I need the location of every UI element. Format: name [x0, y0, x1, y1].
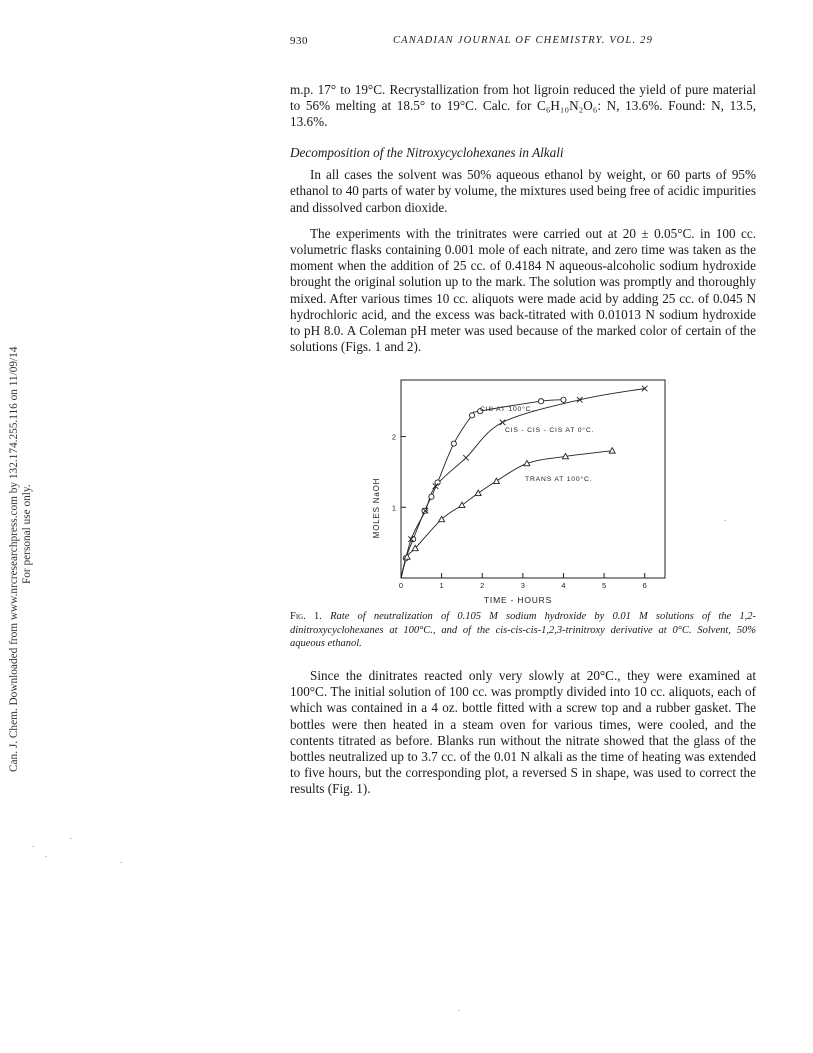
data-point-cis: [539, 399, 544, 404]
scan-speck: [458, 1010, 460, 1011]
data-point-cis: [451, 441, 456, 446]
data-point-trans: [609, 448, 615, 453]
series-label-trans: TRANS AT 100°C.: [525, 476, 593, 483]
x-tick-label: 5: [601, 581, 607, 590]
page-header: [290, 33, 756, 51]
scan-speck: [32, 846, 34, 847]
figure-1-chart: [370, 378, 670, 606]
x-tick-label: 1: [439, 581, 444, 590]
x-tick-label: 0: [398, 581, 404, 590]
figure-1-caption: [290, 610, 756, 651]
figure-caption-text: Rate of neutralization of 0.105 M sodium hydroxide by 0.01 M solutions of the 1,2-dinitroxycyclohexanes at 100°C., and of the cis-cis-cis-1,2,3-trinitroxy derivative at 0°C. Solvent, 50% aqueous ethanol.: [290, 611, 757, 649]
data-point-cis: [429, 494, 434, 499]
paragraph-dinitrates-block: [290, 668, 756, 798]
scan-speck: [45, 856, 47, 857]
data-point-cis: [561, 397, 566, 402]
top-paragraph: m.p. 17° to 19°C. Recrystallization from hot ligroin reduced the yield of pure material to 56% melting at 18.5° to 19°C. Calc. for C₆H₁₀N₂O₆: N, 13.6%. Found: N, 13.5, 13.6%.: [290, 82, 756, 130]
figure-1: [370, 378, 670, 606]
side-note-line1: Can. J. Chem. Downloaded from www.nrcresearchpress.com by 132.174.255.116 on 11/09/14: [8, 346, 20, 772]
paragraph-dinitrates: Since the dinitrates reacted only very slowly at 20°C., they were examined at 100°C. The initial solution of 100 cc. was promptly divided into 10 cc. aliquots, each of which was contained in a 4 oz. bottle fitted with a screw top and a rubber gasket. The bottles were then heated in a steam oven for various times, were cooled, and the contents titrated as before. Blanks run without the nitrate showed that the glass of the bottles neutralized up to 3.7 cc. of the 0.01 N alkali as the time of heating was extended to five hours, but the corresponding plot, a reversed S in shape, was used to correct the results (Fig. 1).: [290, 668, 756, 797]
top-paragraph-block: [290, 82, 756, 131]
data-point-trans: [493, 478, 499, 483]
y-tick-label: 2: [391, 432, 396, 442]
data-point-cis: [422, 508, 427, 513]
data-point-cis: [469, 413, 474, 418]
x-axis-label: TIME - HOURS: [483, 595, 553, 605]
x-tick-label: 3: [520, 581, 525, 590]
series-label-cis-cis-cis: CIS - CIS - CIS AT 0°C.: [505, 427, 595, 434]
data-point-cis-cis-cis: [500, 420, 506, 426]
side-note-line2: For personal use only.: [21, 484, 33, 584]
scan-speck: [120, 862, 122, 863]
scan-speck: [724, 520, 726, 521]
x-tick-label: 2: [480, 581, 485, 590]
data-point-cis-cis-cis: [577, 397, 583, 403]
data-point-trans: [459, 502, 465, 507]
y-tick-label: 1: [391, 503, 396, 513]
section-heading: Decomposition of the Nitroxycyclohexanes in Alkali: [290, 145, 564, 160]
scan-speck: [70, 838, 72, 839]
y-axis-label: MOLES NaOH: [372, 477, 381, 539]
paragraph-solvent: In all cases the solvent was 50% aqueous ethanol by weight, or 60 parts of 95% ethanol to 40 parts of water by volume, the mixtures used being free of acidic impurities and dissolved carbon dioxide.: [290, 167, 756, 215]
running-title: CANADIAN JOURNAL OF CHEMISTRY. VOL. 29: [392, 35, 654, 46]
x-tick-label: 4: [561, 581, 566, 590]
series-line-trans: [401, 451, 612, 578]
x-tick-label: 6: [642, 581, 647, 590]
data-point-cis-cis-cis: [463, 455, 469, 461]
figure-label: Fig. 1.: [290, 611, 322, 622]
download-side-note: [4, 272, 34, 772]
section-block: [290, 145, 756, 355]
data-point-trans: [475, 490, 481, 495]
series-label-cis: CIS AT 100°C.: [480, 406, 535, 413]
page-number: 930: [290, 35, 308, 47]
paragraph-trinitrates: The experiments with the trinitrates were carried out at 20 ± 0.05°C. in 100 cc. volumetric flasks containing 0.001 mole of each nitrate, and zero time was taken as the moment when the addition of 25 cc. of 0.4184 N aqueous-alcoholic sodium hydroxide brought the original solution up to the mark. The solution was promptly and thoroughly mixed. After various times 10 cc. aliquots were made acid by adding 25 cc. of 0.045 N hydrochloric acid, and the excess was back-titrated with 0.01013 N sodium hydroxide to pH 8.0. A Coleman pH meter was used because of the marked color of certain of the solutions (Figs. 1 and 2).: [290, 225, 756, 355]
